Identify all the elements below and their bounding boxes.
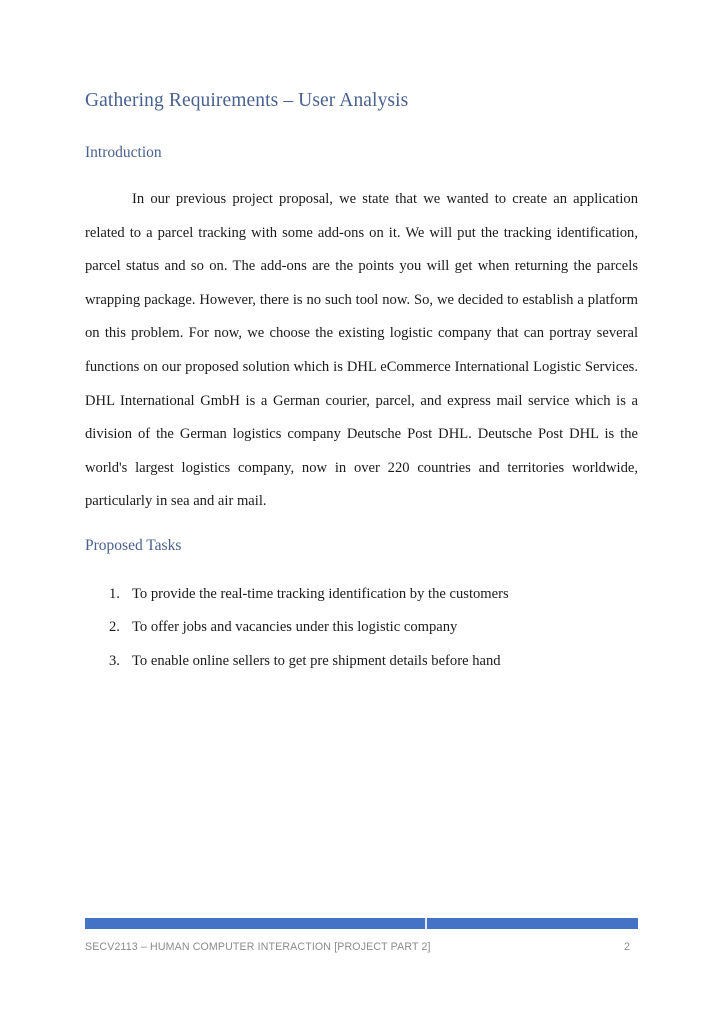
footer-page-number: 2 [623,941,630,953]
page-footer [85,941,638,957]
list-item-number: 3. [109,652,120,669]
section-heading-introduction: Introduction [85,144,162,161]
footer-course-label: SECV2113 – HUMAN COMPUTER INTERACTION [PROJECT PART 2] [85,941,431,953]
footer-bar-divider [425,918,427,929]
list-item-label: To offer jobs and vacancies under this logistic company [132,619,458,636]
list-item-number: 1. [109,586,120,602]
list-item-label: To enable online sellers to get pre shipment details before hand [132,652,501,669]
page-title: Gathering Requirements – User Analysis [85,90,409,111]
introduction-paragraph: In our previous project proposal, we state that we wanted to create an application related to a parcel tracking with some add-ons on it. We will put the tracking identification, parcel status and so on. The add-ons are the points you will get when returning the parcels wrapping package. However, there is no such tool now. So, we decided to establish a platform on this problem. For now, we choose the existing logistic company that can portray several functions on our proposed solution which is DHL eCommerce International Logistic Services. DHL International GmbH is a German courier, parcel, and express mail service which is a division of the German logistics company Deutsche Post DHL. Deutsche Post DHL is the world's largest logistics company, now in over 220 countries and territories worldwide, particularly in sea and air mail. [85,191,638,510]
list-item [85,645,638,678]
list-item [85,611,638,644]
footer-accent-bar [85,918,638,929]
proposed-tasks-list [85,578,638,678]
list-item [85,578,638,611]
list-item-label: To provide the real-time tracking identification by the customers [132,586,509,602]
section-heading-proposed-tasks: Proposed Tasks [85,537,182,554]
list-item-number: 2. [109,619,120,636]
